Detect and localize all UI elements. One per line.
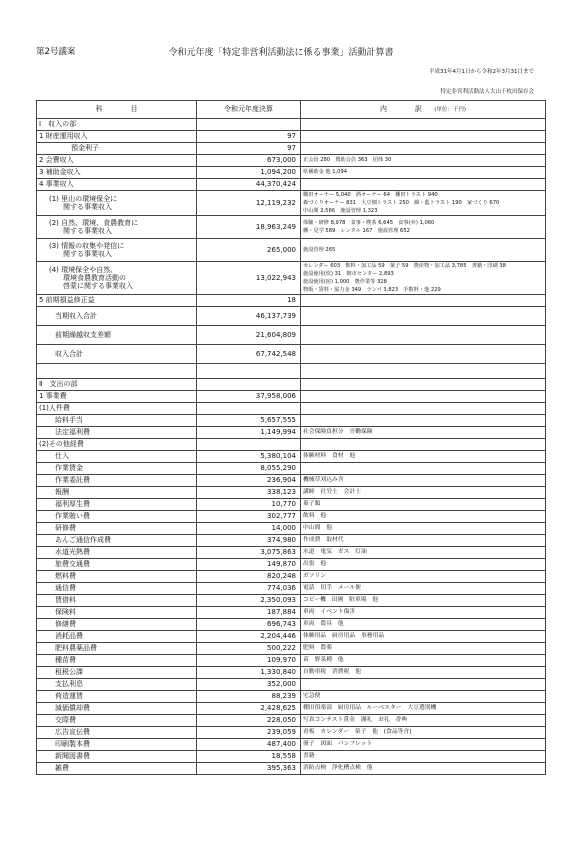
row-breakdown (301, 119, 546, 131)
row-breakdown: 正会員 280 賛助会員 363 団体 30 (301, 155, 546, 167)
row-breakdown: 苗 野菜種 他 (301, 655, 546, 667)
financial-statement-table (36, 100, 546, 775)
row-breakdown: 講師 社労士 会計士 (301, 487, 546, 499)
row-label: 消耗品費 (37, 631, 197, 643)
col-header-item: 科 目 (37, 101, 197, 119)
table-row (37, 155, 546, 167)
row-breakdown: 消防点検 浄化槽点検 他 (301, 763, 546, 775)
row-amount: 338,123 (197, 487, 301, 499)
row-breakdown (301, 364, 546, 379)
row-label: 作業賄い費 (37, 511, 197, 523)
row-label: 賃借料 (37, 595, 197, 607)
row-label (37, 239, 197, 262)
row-amount (197, 364, 301, 379)
row-breakdown: 書籍 (301, 751, 546, 763)
table-row (37, 559, 546, 571)
row-label: 5 前期損益修正益 (37, 295, 197, 307)
table-row (37, 511, 546, 523)
row-label: 作業委託費 (37, 475, 197, 487)
unit-label: (単位：千円) (434, 106, 467, 113)
row-breakdown: 車両 農具 他 (301, 619, 546, 631)
row-label: 研修費 (37, 523, 197, 535)
row-amount: 774,036 (197, 583, 301, 595)
row-label: 修繕費 (37, 619, 197, 631)
row-breakdown (301, 131, 546, 143)
row-breakdown: 飲料 他 (301, 511, 546, 523)
row-label: 交際費 (37, 715, 197, 727)
row-label: 福利厚生費 (37, 499, 197, 511)
row-amount: 395,363 (197, 763, 301, 775)
row-amount: 88,239 (197, 691, 301, 703)
table-row (37, 364, 546, 379)
row-breakdown: 冊子 図面 パンフレット (301, 739, 546, 751)
row-label: 法定福利費 (37, 427, 197, 439)
row-breakdown: 出張 他 (301, 559, 546, 571)
row-breakdown: 菓子類 (301, 499, 546, 511)
row-breakdown-line: 体験・研修 8,978 食事・喫茶 6,645 食事(弁) 1,060 (303, 220, 435, 226)
table-row (37, 143, 546, 155)
fiscal-period: 平成31年4月1日から令和2年3月31日まで (429, 69, 534, 75)
table-row (37, 703, 546, 715)
table-row (37, 179, 546, 191)
row-label: 2 会費収入 (37, 155, 197, 167)
table-row (37, 547, 546, 559)
row-breakdown-line: 中山間 2,566 施設管理 1,323 (303, 208, 378, 214)
row-amount (197, 119, 301, 131)
table-row (37, 715, 546, 727)
row-label-line: 環境食農教育活動の (49, 274, 126, 282)
col-header-breakdown (301, 101, 546, 119)
table-row (37, 655, 546, 667)
table-row (37, 499, 546, 511)
row-label: 4 事業収入 (37, 179, 197, 191)
row-breakdown: 棚田倶楽部 厨房用品 ルーベスター 大豆選別機 (301, 703, 546, 715)
row-amount: 374,980 (197, 535, 301, 547)
row-label (37, 191, 197, 216)
table-row (37, 119, 546, 131)
table-row (37, 216, 546, 239)
table-row (37, 643, 546, 655)
row-breakdown: 看板 カレンダー 菓子 他 (食品等含) (301, 727, 546, 739)
row-label: 広告宣伝費 (37, 727, 197, 739)
row-breakdown: 自動車税 消費税 他 (301, 667, 546, 679)
row-breakdown: 施設管理 265 (301, 239, 546, 262)
row-amount: 149,870 (197, 559, 301, 571)
table-row (37, 751, 546, 763)
row-label: 当期収入合計 (37, 307, 197, 326)
row-amount: 2,428,625 (197, 703, 301, 715)
row-breakdown (301, 391, 546, 403)
row-breakdown-line: 施設使用(炊) 31 朝市センター 2,893 (303, 271, 394, 277)
table-row (37, 295, 546, 307)
row-label: 3 補助金収入 (37, 167, 197, 179)
row-breakdown-line: カレンダー 603 飲料・加工品 59 菓子 59 農産物・加工品 3,785 書籍・印刷 38 (303, 263, 506, 269)
row-amount: 3,075,863 (197, 547, 301, 559)
table-row (37, 239, 546, 262)
row-label: 荷造運賃 (37, 691, 197, 703)
row-amount: 1,094,200 (197, 167, 301, 179)
table-row (37, 427, 546, 439)
table-row (37, 667, 546, 679)
table-row (37, 583, 546, 595)
row-breakdown (301, 463, 546, 475)
table-row (37, 403, 546, 415)
row-amount: 302,777 (197, 511, 301, 523)
table-row (37, 571, 546, 583)
row-breakdown: コピー機 田圃 駐車場 他 (301, 595, 546, 607)
table-row (37, 523, 546, 535)
organization-name: 特定非営利活動法人大山千枚田保存会 (440, 89, 534, 95)
row-breakdown-line: 物販・賃料・協力金 349 ランパ 3,823 手数料・他 229 (303, 287, 441, 293)
row-breakdown-line: 棚田オーナー 5,040 酒オーナー 64 棚田トラスト 940 (303, 192, 438, 198)
row-breakdown (301, 403, 546, 415)
table-row (37, 607, 546, 619)
row-amount: 5,380,104 (197, 451, 301, 463)
row-amount: 12,119,232 (197, 191, 301, 216)
table-row (37, 307, 546, 326)
row-breakdown-line: 棚・見学 589 レンタル 167 施設管理 652 (303, 228, 410, 234)
row-breakdown (301, 345, 546, 364)
row-amount: 18,963,249 (197, 216, 301, 239)
row-amount: 236,904 (197, 475, 301, 487)
table-row (37, 631, 546, 643)
row-label: 印刷製本費 (37, 739, 197, 751)
row-amount: 5,657,555 (197, 415, 301, 427)
row-amount: 97 (197, 131, 301, 143)
row-label: 給料手当 (37, 415, 197, 427)
row-label: Ⅱ 支出の部 (37, 379, 197, 391)
row-amount: 673,000 (197, 155, 301, 167)
row-breakdown (301, 415, 546, 427)
row-label: 保険料 (37, 607, 197, 619)
row-amount: 352,000 (197, 679, 301, 691)
document-number: 第2号議案 (36, 47, 76, 57)
row-amount: 14,000 (197, 523, 301, 535)
row-amount: 97 (197, 143, 301, 155)
row-label (37, 364, 197, 379)
row-breakdown: 県補助金 他 1,094 (301, 167, 546, 179)
row-breakdown-line: 施設使用(宿) 1,000 農作業等 328 (303, 279, 387, 285)
table-row (37, 167, 546, 179)
row-breakdown (301, 326, 546, 345)
row-amount: 46,137,739 (197, 307, 301, 326)
row-label: 租税公課 (37, 667, 197, 679)
table-row (37, 131, 546, 143)
row-amount: 487,400 (197, 739, 301, 751)
row-label: 水道光熱費 (37, 547, 197, 559)
col-header-amount: 令和元年度決算 (197, 101, 301, 119)
row-label: 雑費 (37, 763, 197, 775)
row-label-line: (2) 自然、環境、食農教育に (49, 219, 139, 227)
table-row (37, 439, 546, 451)
table-row (37, 739, 546, 751)
table-row (37, 595, 546, 607)
row-amount: 67,742,548 (197, 345, 301, 364)
row-label: 収入合計 (37, 345, 197, 364)
row-amount: 228,050 (197, 715, 301, 727)
table-row (37, 763, 546, 775)
row-label-line: (3) 情報の収集や発信に (49, 242, 125, 250)
row-breakdown (301, 216, 546, 239)
table-row (37, 191, 546, 216)
row-amount (197, 379, 301, 391)
table-row (37, 679, 546, 691)
row-label: 報酬 (37, 487, 197, 499)
row-label: 1 財産運用収入 (37, 131, 197, 143)
row-amount: 2,350,093 (197, 595, 301, 607)
row-label: 減価償却費 (37, 703, 197, 715)
table-row (37, 326, 546, 345)
table-row (37, 262, 546, 295)
row-amount: 187,884 (197, 607, 301, 619)
table-row (37, 379, 546, 391)
table-row (37, 535, 546, 547)
row-breakdown: 機械草刈込み含 (301, 475, 546, 487)
row-label-line: 関する事業収入 (49, 250, 112, 258)
row-amount: 44,370,424 (197, 179, 301, 191)
table-row (37, 691, 546, 703)
row-label: 通信費 (37, 583, 197, 595)
row-breakdown (301, 295, 546, 307)
row-amount: 696,743 (197, 619, 301, 631)
row-amount: 10,770 (197, 499, 301, 511)
row-label: Ⅰ 収入の部 (37, 119, 197, 131)
row-label: 種苗費 (37, 655, 197, 667)
table-row (37, 475, 546, 487)
row-breakdown: 体験用品 厨房用品 事務用品 (301, 631, 546, 643)
row-label: 燃料費 (37, 571, 197, 583)
row-breakdown: 作成費 取材代 (301, 535, 546, 547)
row-label-line: (1) 里山の環境保全に (49, 195, 118, 203)
row-amount: 18 (197, 295, 301, 307)
row-breakdown (301, 191, 546, 216)
row-amount: 500,222 (197, 643, 301, 655)
row-label: 前期繰越収支差額 (37, 326, 197, 345)
row-breakdown (301, 379, 546, 391)
row-label: 肥料農薬品費 (37, 643, 197, 655)
row-breakdown (301, 679, 546, 691)
row-amount: 13,022,943 (197, 262, 301, 295)
row-amount: 21,604,809 (197, 326, 301, 345)
row-amount: 109,970 (197, 655, 301, 667)
row-amount: 265,000 (197, 239, 301, 262)
row-label-line: 関する事業収入 (49, 227, 112, 235)
row-breakdown: 肥料 農薬 (301, 643, 546, 655)
row-amount (197, 439, 301, 451)
row-amount: 1,330,840 (197, 667, 301, 679)
table-row (37, 345, 546, 364)
row-breakdown: 水道 電気 ガス 灯油 (301, 547, 546, 559)
row-amount: 8,055,290 (197, 463, 301, 475)
row-breakdown: 写真コンテスト賞金 謝礼 お礼 香典 (301, 715, 546, 727)
row-breakdown: 宅急便 (301, 691, 546, 703)
table-row (37, 415, 546, 427)
table-row (37, 619, 546, 631)
row-label: 支払利息 (37, 679, 197, 691)
row-breakdown: 車両 イベント傷害 (301, 607, 546, 619)
row-breakdown-line: 森づくりオーナー 831 大豆畑トラスト 250 綿・藍トラスト 190 家づくり 670 (303, 200, 500, 206)
row-label: 旅費交通費 (37, 559, 197, 571)
row-amount: 820,248 (197, 571, 301, 583)
row-label-line: 啓蒙に関する事業収入 (49, 282, 133, 290)
row-breakdown (301, 262, 546, 295)
table-row (37, 487, 546, 499)
row-label (37, 262, 197, 295)
row-breakdown (301, 439, 546, 451)
row-label: (2)その他経費 (37, 439, 197, 451)
row-label-line: 関する事業収入 (49, 203, 112, 211)
row-breakdown: ガソリン (301, 571, 546, 583)
row-label (37, 216, 197, 239)
row-amount: 37,958,006 (197, 391, 301, 403)
row-label: あんご通信作成費 (37, 535, 197, 547)
row-label-line: (4) 環境保全や自然、 (49, 266, 118, 274)
row-amount: 2,204,446 (197, 631, 301, 643)
table-row (37, 727, 546, 739)
row-amount (197, 403, 301, 415)
row-amount: 18,558 (197, 751, 301, 763)
row-breakdown (301, 307, 546, 326)
document-title: 令和元年度「特定非営利活動法に係る事業」活動計算書 (168, 48, 394, 58)
row-breakdown: 中山間 他 (301, 523, 546, 535)
row-label: 新聞図書費 (37, 751, 197, 763)
row-breakdown (301, 143, 546, 155)
table-row (37, 391, 546, 403)
table-header-row (37, 101, 546, 119)
table-row (37, 463, 546, 475)
row-label: 1 事業費 (37, 391, 197, 403)
row-breakdown: 体験材料 食材 他 (301, 451, 546, 463)
col-header-breakdown-label: 内 訳 (379, 104, 422, 113)
row-label: (1)人件費 (37, 403, 197, 415)
table-row (37, 451, 546, 463)
row-amount: 239,059 (197, 727, 301, 739)
row-amount: 1,149,994 (197, 427, 301, 439)
row-breakdown: 社会保険負担分 労働保険 (301, 427, 546, 439)
row-label: 預金利子 (37, 143, 197, 155)
row-label: 仕入 (37, 451, 197, 463)
row-breakdown (301, 179, 546, 191)
row-label: 作業賃金 (37, 463, 197, 475)
row-breakdown: 電話 切手 メール便 (301, 583, 546, 595)
